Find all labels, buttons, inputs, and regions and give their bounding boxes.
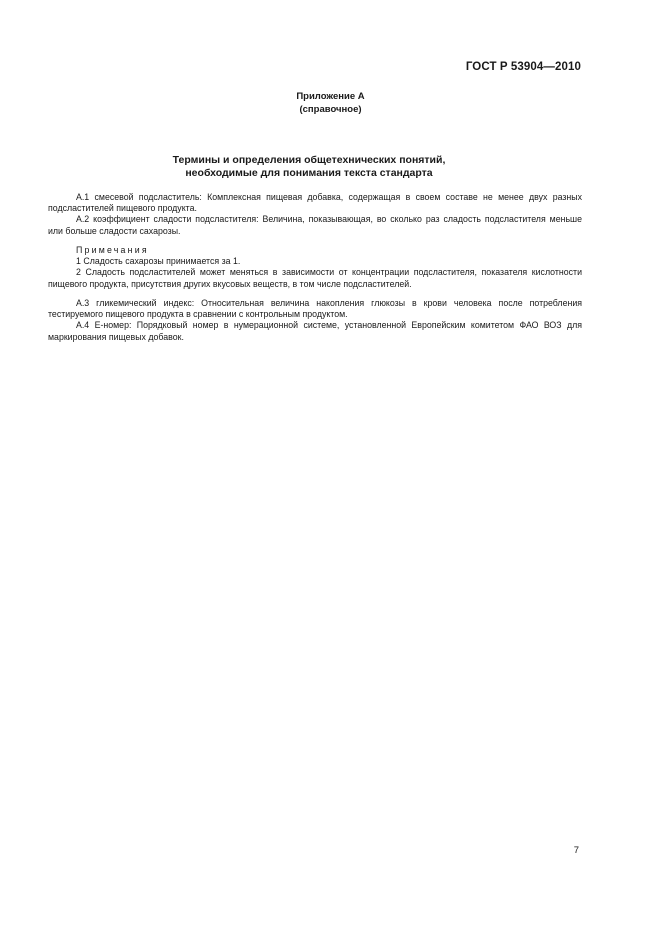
term-definition: А.3 гликемический индекс: Относительная величина накопления глюкозы в крови человека после потребления тестируемого пищевого продукта в сравнении с контрольным продуктом. xyxy=(48,298,582,320)
section-heading-line-2: необходимые для понимания текста стандарта xyxy=(185,167,433,179)
section-heading-line-1: Термины и определения общетехнических понятий, xyxy=(172,154,446,166)
note-item: 2 Сладость подсластителей может меняться в зависимости от концентрации подсластителя, показателя кислотности пищевого продукта, присутствия других вкусовых веществ, в том числе подсластителей. xyxy=(48,267,582,289)
notes-block xyxy=(48,245,582,290)
page-number: 7 xyxy=(573,845,579,856)
annex-title: Приложение А xyxy=(296,91,365,102)
standard-code: ГОСТ Р 53904—2010 xyxy=(465,61,581,73)
annex-subtitle: (справочное) xyxy=(299,104,362,115)
term-definition: А.2 коэффициент сладости подсластителя: Величина, показывающая, во сколько раз сладость подсластителя меньше или больше сладости сахарозы. xyxy=(48,214,582,236)
term-definition: А.4 Е-номер: Порядковый номер в нумерационной системе, установленной Европейским комитетом ФАО ВОЗ для маркирования пищевых добавок. xyxy=(48,320,582,342)
term-definition: А.1 смесевой подсластитель: Комплексная пищевая добавка, содержащая в своем составе не менее двух разных подсластителей пищевого продукта. xyxy=(48,192,582,214)
note-item: 1 Сладость сахарозы принимается за 1. xyxy=(76,256,241,267)
terms-block-2 xyxy=(48,298,582,343)
terms-block-1 xyxy=(48,192,582,237)
notes-title: Примечания xyxy=(76,245,149,255)
